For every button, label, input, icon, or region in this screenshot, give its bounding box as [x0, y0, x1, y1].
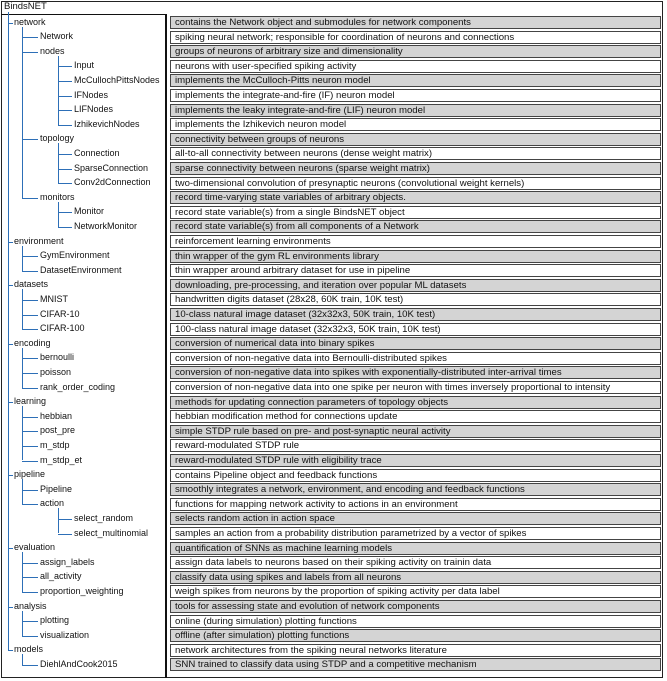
tree-connector-vertical	[22, 348, 23, 388]
tree-connector-elbow	[58, 183, 72, 184]
description-cell: classify data using spikes and labels from all neurons	[170, 571, 661, 584]
tree-node-label: nodes	[40, 45, 65, 56]
tree-node-label: select_multinomial	[74, 527, 149, 538]
description-cell: implements the McCulloch-Pitts neuron model	[170, 74, 661, 87]
tree-node-label: encoding	[14, 337, 51, 348]
tree-connector-elbow	[22, 329, 38, 330]
tree-node-label: proportion_weighting	[40, 585, 124, 596]
tree-node-label: rank_order_coding	[40, 381, 116, 392]
description-cell: selects random action in action space	[170, 512, 661, 525]
description-cell: contains the Network object and submodules for network components	[170, 16, 661, 29]
description-cell: online (during simulation) plotting functions	[170, 615, 661, 628]
tree-node-label: DatasetEnvironment	[40, 264, 122, 275]
tree-node-label: Input	[74, 60, 95, 71]
description-cell: downloading, pre-processing, and iteration over popular ML datasets	[170, 279, 661, 292]
tree-node-label: network	[14, 16, 46, 27]
tree-connector-elbow	[22, 431, 38, 432]
tree-node-label: MNIST	[40, 293, 68, 304]
tree-node-label: CIFAR-100	[40, 323, 85, 334]
tree-connector-elbow	[22, 37, 38, 38]
description-cell: sparse connectivity between neurons (sparse weight matrix)	[170, 162, 661, 175]
description-cell: all-to-all connectivity between neurons (dense weight matrix)	[170, 147, 661, 160]
tree-node-label: pipeline	[14, 469, 46, 480]
description-cell: functions for mapping network activity to actions in an environment	[170, 498, 661, 511]
tree-node-label: McCullochPittsNodes	[74, 74, 160, 85]
description-cell: spiking neural network; responsible for coordination of neurons and connections	[170, 31, 661, 44]
tree-connector-elbow	[58, 169, 72, 170]
tree-connector-elbow	[58, 227, 72, 228]
tree-connector-elbow	[58, 519, 72, 520]
tree-connector-elbow	[22, 300, 38, 301]
description-cell: thin wrapper around arbitrary dataset for use in pipeline	[170, 264, 661, 277]
description-cell: offline (after simulation) plotting functions	[170, 629, 661, 642]
tree-node-label: SparseConnection	[74, 162, 149, 173]
tree-connector-elbow	[58, 125, 72, 126]
tree-connector-vertical	[22, 406, 23, 460]
tree-connector-elbow	[22, 446, 38, 447]
tree-connector-elbow	[22, 592, 38, 593]
tree-connector-elbow	[22, 417, 38, 418]
description-cell: methods for updating connection parameters of topology objects	[170, 396, 661, 409]
tree-node-label: models	[14, 644, 44, 655]
tree-node-label: m_stdp_et	[40, 454, 83, 465]
description-cell: weigh spikes from neurons by the proportion of spiking activity per data label	[170, 585, 661, 598]
tree-node-label: Conv2dConnection	[74, 177, 151, 188]
description-cell: two-dimensional convolution of presynaptic neurons (convolutional weight kernels)	[170, 177, 661, 190]
tree-connector-vertical	[58, 202, 59, 227]
tree-node-label: datasets	[14, 279, 49, 290]
tree-connector-elbow	[22, 52, 38, 53]
description-cell: thin wrapper of the gym RL environments library	[170, 250, 661, 263]
description-cell: 10-class natural image dataset (32x32x3, 50K train, 10K test)	[170, 308, 661, 321]
tree-node-label: IzhikevichNodes	[74, 118, 140, 129]
tree-connector-vertical	[22, 479, 23, 504]
description-cell: groups of neurons of arbitrary size and dimensionality	[170, 45, 661, 58]
description-cell: conversion of numerical data into binary spikes	[170, 337, 661, 350]
description-cell: conversion of non-negative data into spikes with exponentially-distributed inter-arrival times	[170, 366, 661, 379]
description-cell: tools for assessing state and evolution of network components	[170, 600, 661, 613]
tree-node-label: bernoulli	[40, 352, 75, 363]
description-cell: network architectures from the spiking neural networks literature	[170, 644, 661, 657]
tree-node-label: Connection	[74, 147, 120, 158]
tree-connector-elbow	[22, 256, 38, 257]
description-cell: implements the leaky integrate-and-fire (LIF) neuron model	[170, 104, 661, 117]
tree-connector-vertical	[58, 143, 59, 183]
description-cell: connectivity between groups of neurons	[170, 133, 661, 146]
tree-connector-elbow	[58, 534, 72, 535]
tree-connector-vertical	[22, 611, 23, 636]
tree-connector-vertical	[22, 27, 23, 198]
tree-node-label: action	[40, 498, 65, 509]
tree-node-label: NetworkMonitor	[74, 220, 138, 231]
tree-node-label: CIFAR-10	[40, 308, 80, 319]
tree-node-label: GymEnvironment	[40, 250, 110, 261]
tree-node-label: Pipeline	[40, 483, 73, 494]
tree-connector-vertical	[22, 654, 23, 665]
description-cell: contains Pipeline object and feedback functions	[170, 469, 661, 482]
tree-connector-elbow	[22, 388, 38, 389]
tree-connector-elbow	[22, 373, 38, 374]
tree-connector-vertical	[58, 56, 59, 125]
tree-node-label: poisson	[40, 366, 72, 377]
tree-connector-elbow	[22, 636, 38, 637]
tree-node-label: Monitor	[74, 206, 105, 217]
tree-connector-elbow	[58, 81, 72, 82]
tree-node-label: IFNodes	[74, 89, 109, 100]
tree-node-label: visualization	[40, 629, 90, 640]
description-cell: record state variable(s) from all components of a Network	[170, 220, 661, 233]
description-cell: assign data labels to neurons based on their spiking activity on trainin data	[170, 556, 661, 569]
tree-connector-elbow	[22, 665, 38, 666]
description-cell: smoothly integrates a network, environment, and encoding and feedback functions	[170, 483, 661, 496]
tree-connector-vertical	[22, 289, 23, 329]
tree-connector-elbow	[22, 461, 38, 462]
tree-connector-elbow	[58, 154, 72, 155]
tree-connector-vertical	[58, 508, 59, 533]
description-cell: SNN trained to classify data using STDP and a competitive mechanism	[170, 658, 661, 671]
tree-node-label: m_stdp	[40, 439, 70, 450]
description-cell: samples an action from a probability distribution parametrized by a vector of spikes	[170, 527, 661, 540]
description-cell: record state variable(s) from a single BindsNET object	[170, 206, 661, 219]
tree-node-label: Network	[40, 31, 74, 42]
tree-node-label: analysis	[14, 600, 47, 611]
tree-node-label: environment	[14, 235, 64, 246]
description-cell: implements the integrate-and-fire (IF) neuron model	[170, 89, 661, 102]
tree-connector-elbow	[58, 212, 72, 213]
description-cell: neurons with user-specified spiking activity	[170, 60, 661, 73]
tree-node-label: assign_labels	[40, 556, 95, 567]
tree-node-label: hebbian	[40, 410, 73, 421]
tree-node-label: select_random	[74, 512, 134, 523]
tree-node-label: learning	[14, 396, 47, 407]
tree-connector-vertical	[22, 246, 23, 271]
tree-node-label: monitors	[40, 191, 75, 202]
description-cell: implements the Izhikevich neuron model	[170, 118, 661, 131]
tree-node-label: LIFNodes	[74, 104, 114, 115]
tree-connector-elbow	[22, 271, 38, 272]
tree-column-border	[165, 15, 167, 678]
tree-node-label: DiehlAndCook2015	[40, 658, 118, 669]
tree-connector-vertical	[8, 12, 9, 650]
description-cell: hebbian modification method for connections update	[170, 410, 661, 423]
tree-connector-elbow	[22, 358, 38, 359]
tree-node-label: all_activity	[40, 571, 82, 582]
tree-connector-elbow	[22, 315, 38, 316]
header-divider	[1, 14, 167, 15]
tree-connector-elbow	[8, 650, 13, 651]
tree-connector-elbow	[58, 96, 72, 97]
tree-node-label: topology	[40, 133, 75, 144]
tree-connector-elbow	[22, 621, 38, 622]
description-cell: quantification of SNNs as machine learning models	[170, 542, 661, 555]
tree-connector-elbow	[58, 110, 72, 111]
description-cell: handwritten digits dataset (28x28, 60K train, 10K test)	[170, 293, 661, 306]
tree-node-label: plotting	[40, 615, 70, 626]
description-cell: simple STDP rule based on pre- and post-synaptic neural activity	[170, 425, 661, 438]
tree-node-label: post_pre	[40, 425, 76, 436]
tree-connector-elbow	[22, 577, 38, 578]
root-label: BindsNET	[4, 1, 47, 12]
description-cell: reward-modulated STDP rule with eligibility trace	[170, 454, 661, 467]
description-cell: 100-class natural image dataset (32x32x3, 50K train, 10K test)	[170, 323, 661, 336]
description-cell: conversion of non-negative data into Bernoulli-distributed spikes	[170, 352, 661, 365]
tree-node-label: evaluation	[14, 542, 56, 553]
tree-connector-elbow	[58, 66, 72, 67]
description-cell: reward-modulated STDP rule	[170, 439, 661, 452]
tree-connector-elbow	[22, 198, 38, 199]
description-cell: record time-varying state variables of arbitrary objects.	[170, 191, 661, 204]
description-cell: conversion of non-negative data into one spike per neuron with times inversely proportional to intensity	[170, 381, 661, 394]
description-cell: reinforcement learning environments	[170, 235, 661, 248]
tree-connector-elbow	[22, 490, 38, 491]
tree-connector-elbow	[22, 139, 38, 140]
tree-connector-elbow	[22, 563, 38, 564]
tree-connector-vertical	[22, 552, 23, 592]
tree-connector-elbow	[22, 504, 38, 505]
